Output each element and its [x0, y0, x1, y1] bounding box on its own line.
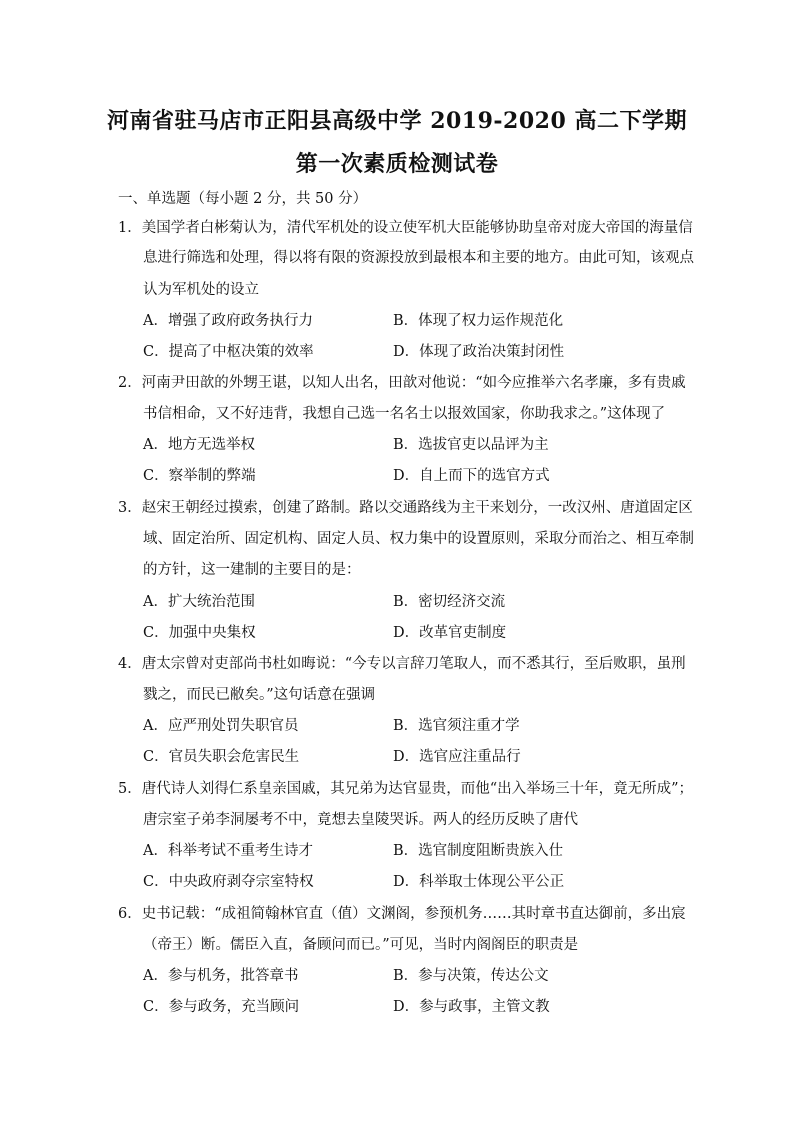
question-1-option-b: B．体现了权力运作规范化 — [393, 313, 564, 329]
question-2-option-d: D．自上而下的选官方式 — [393, 468, 550, 484]
question-6-line-1: 6．史书记载：“成祖简翰林官直（值）文渊阁，参预机务……其时章书直达御前，多出宸 — [118, 906, 686, 922]
question-5-line-2: 唐宗室子弟李洞屡考不中，竟想去皇陵哭诉。两人的经历反映了唐代 — [143, 812, 578, 828]
question-1-option-c: C．提高了中枢决策的效率 — [143, 344, 314, 360]
question-1-option-d: D．体现了政治决策封闭性 — [393, 344, 565, 360]
question-5-option-c: C．中央政府剥夺宗室特权 — [143, 874, 314, 890]
question-3-option-d: D．改革官吏制度 — [393, 625, 507, 641]
question-3-option-a: A．扩大统治范围 — [143, 594, 255, 610]
question-1-line-2: 息进行筛选和处理，得以将有限的资源投放到最根本和主要的地方。由此可知，该观点 — [143, 250, 694, 266]
question-3-line-1: 3．赵宋王朝经过摸索，创建了路制。路以交通路线为主干来划分，一改汉州、唐道固定区 — [118, 500, 693, 516]
question-5-option-a: A．科举考试不重考生诗才 — [143, 843, 313, 859]
question-2-line-2: 书信相命，又不好违背，我想自己选一名名士以报效国家，你助我求之。”这体现了 — [143, 406, 666, 422]
section-heading: 一、单选题（每小题 2 分，共 50 分） — [118, 191, 368, 207]
question-5-option-d: D．科举取士体现公平公正 — [393, 874, 565, 890]
question-1-line-1: 1．美国学者白彬菊认为，清代军机处的设立使军机大臣能够协助皇帝对庞大帝国的海量信 — [118, 220, 693, 236]
question-6-option-b: B．参与决策，传达公文 — [393, 968, 549, 984]
question-1-option-a: A．增强了政府政务执行力 — [143, 313, 313, 329]
question-4-option-c: C．官员失职会危害民生 — [143, 749, 300, 765]
exam-title-line2: 第一次素质检测试卷 — [295, 151, 499, 177]
question-2-option-a: A．地方无选举权 — [143, 437, 255, 453]
question-6-line-2: （帝王）断。儒臣入直，备顾问而已。”可见，当时内阁阁臣的职责是 — [143, 937, 579, 953]
question-5-line-1: 5．唐代诗人刘得仁系皇亲国戚，其兄弟为达官显贵，而他“出入举场三十年，竟无所成”； — [118, 781, 694, 797]
question-3-line-3: 的方针，这一建制的主要目的是： — [143, 562, 361, 578]
question-6-option-a: A．参与机务，批答章书 — [143, 968, 299, 984]
question-4-option-a: A．应严刑处罚失职官员 — [143, 718, 299, 734]
question-3-option-b: B．密切经济交流 — [393, 594, 506, 610]
exam-title-line1: 河南省驻马店市正阳县高级中学 2019-2020 高二下学期 — [107, 108, 687, 134]
question-5-option-b: B．选官制度阻断贵族入仕 — [393, 843, 564, 859]
question-1-line-3: 认为军机处的设立 — [143, 282, 259, 298]
question-4-option-b: B．选官须注重才学 — [393, 718, 520, 734]
question-4-line-2: 戮之，而民已敝矣。”这句话意在强调 — [143, 687, 376, 703]
question-6-option-c: C．参与政务，充当顾问 — [143, 999, 300, 1015]
question-4-option-d: D．选官应注重品行 — [393, 749, 521, 765]
question-3-line-2: 域、固定治所、固定机构、固定人员、权力集中的设置原则，采取分而治之、相互牵制 — [143, 531, 694, 547]
question-2-option-c: C．察举制的弊端 — [143, 468, 256, 484]
question-6-option-d: D．参与政事，主管文教 — [393, 999, 550, 1015]
question-2-line-1: 2．河南尹田歆的外甥王谌，以知人出名，田歆对他说：“如今应推举六名孝廉，多有贵戚 — [118, 375, 686, 391]
question-4-line-1: 4．唐太宗曾对吏部尚书杜如晦说：“今专以言辞刀笔取人，而不悉其行，至后败职，虽刑 — [118, 656, 686, 672]
question-3-option-c: C．加强中央集权 — [143, 625, 256, 641]
question-2-option-b: B．选拔官吏以品评为主 — [393, 437, 549, 453]
